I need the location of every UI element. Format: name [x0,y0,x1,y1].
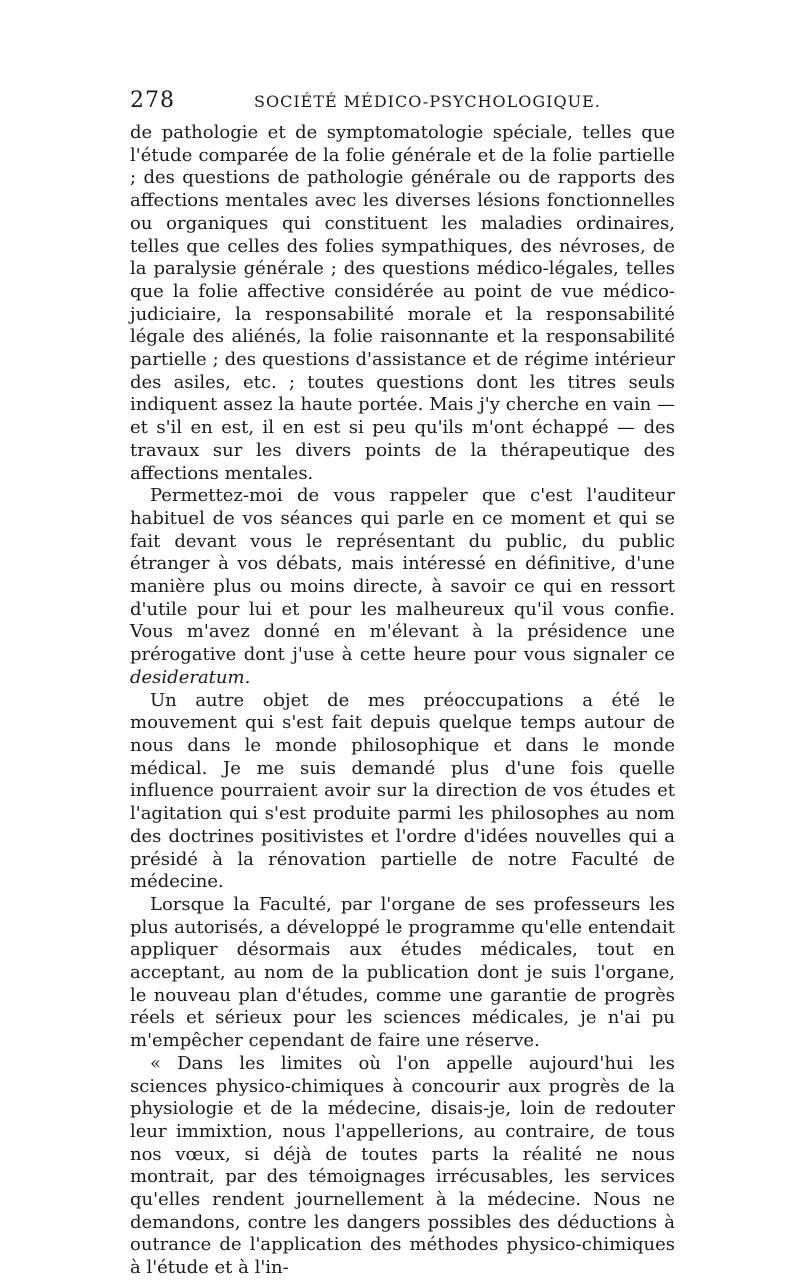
body-text [130,122,675,1280]
paragraph-2-text: Permettez-moi de vous rappeler que c'est l'auditeur habituel de vos séances qui parle en ce moment et qui se fait devant vous le représentant du public, du public étranger à vos débats, mais intéressé en définitive, d'une manière plus ou moins directe, à savoir ce qui en ressort d'utile pour lui et pour les malheureux qu'il vous confie. Vous m'avez donné en m'élevant à la présidence une prérogative dont j'use à cette heure pour vous signaler ce [130,485,675,666]
italic-term: desideratum. [130,666,251,688]
paragraph-3: Un autre objet de mes préoccupations a été le mouvement qui s'est fait depuis quelque temps autour de nous dans le monde philosophique et dans le monde médical. Je me suis demandé plus d'une fois quelle influence pourraient avoir sur la direction de vos études et l'agitation qui s'est produite parmi les philosophes au nom des doctrines positivistes et l'ordre d'idées nouvelles qui a présidé à la rénovation partielle de notre Faculté de médecine. [130,689,675,893]
paragraph-5: « Dans les limites où l'on appelle aujourd'hui les sciences physico-chimiques à concourir aux progrès de la physiologie et de la médecine, disais-je, loin de redouter leur immixtion, nous l'appellerions, au contraire, de tous nos vœux, si déjà de toutes parts la réalité ne nous montrait, par des témoignages irrécusables, les services qu'elles rendent journellement à la médecine. Nous ne demandons, contre les dangers possibles des déductions à outrance de l'application des méthodes physico-chimiques à l'étude et à l'in- [130,1052,675,1279]
paragraph-4: Lorsque la Faculté, par l'organe de ses professeurs les plus autorisés, a développé le programme qu'elle entendait appliquer désormais aux études médicales, tout en acceptant, au nom de la publication dont je suis l'organe, le nouveau plan d'études, comme une garantie de progrès réels et sérieux pour les sciences médicales, je n'ai pu m'empêcher cependant de faire une réserve. [130,893,675,1052]
page-number: 278 [130,88,175,113]
page-header [130,88,675,122]
paragraph-2 [130,485,675,689]
book-page [130,88,675,1280]
running-head: SOCIÉTÉ MÉDICO-PSYCHOLOGIQUE. [254,92,601,111]
paragraph-1: de pathologie et de symptomatologie spéciale, telles que l'étude comparée de la folie générale et de la folie partielle ; des questions de pathologie générale ou de rapports des affections mentales avec les diverses lésions fonctionnelles ou organiques qui constituent les maladies ordinaires, telles que celles des folies sympathiques, des névroses, de la paralysie générale ; des questions médico-légales, telles que la folie affective considérée au point de vue médico-judiciaire, la responsabilité morale et la responsabilité légale des aliénés, la folie raisonnante et la responsabilité partielle ; des questions d'assistance et de régime intérieur des asiles, etc. ; toutes questions dont les titres seuls indiquent assez la haute portée. Mais j'y cherche en vain — et s'il en est, il en est si peu qu'ils m'ont échappé — des travaux sur les divers points de la thérapeutique des affections mentales. [130,122,675,484]
